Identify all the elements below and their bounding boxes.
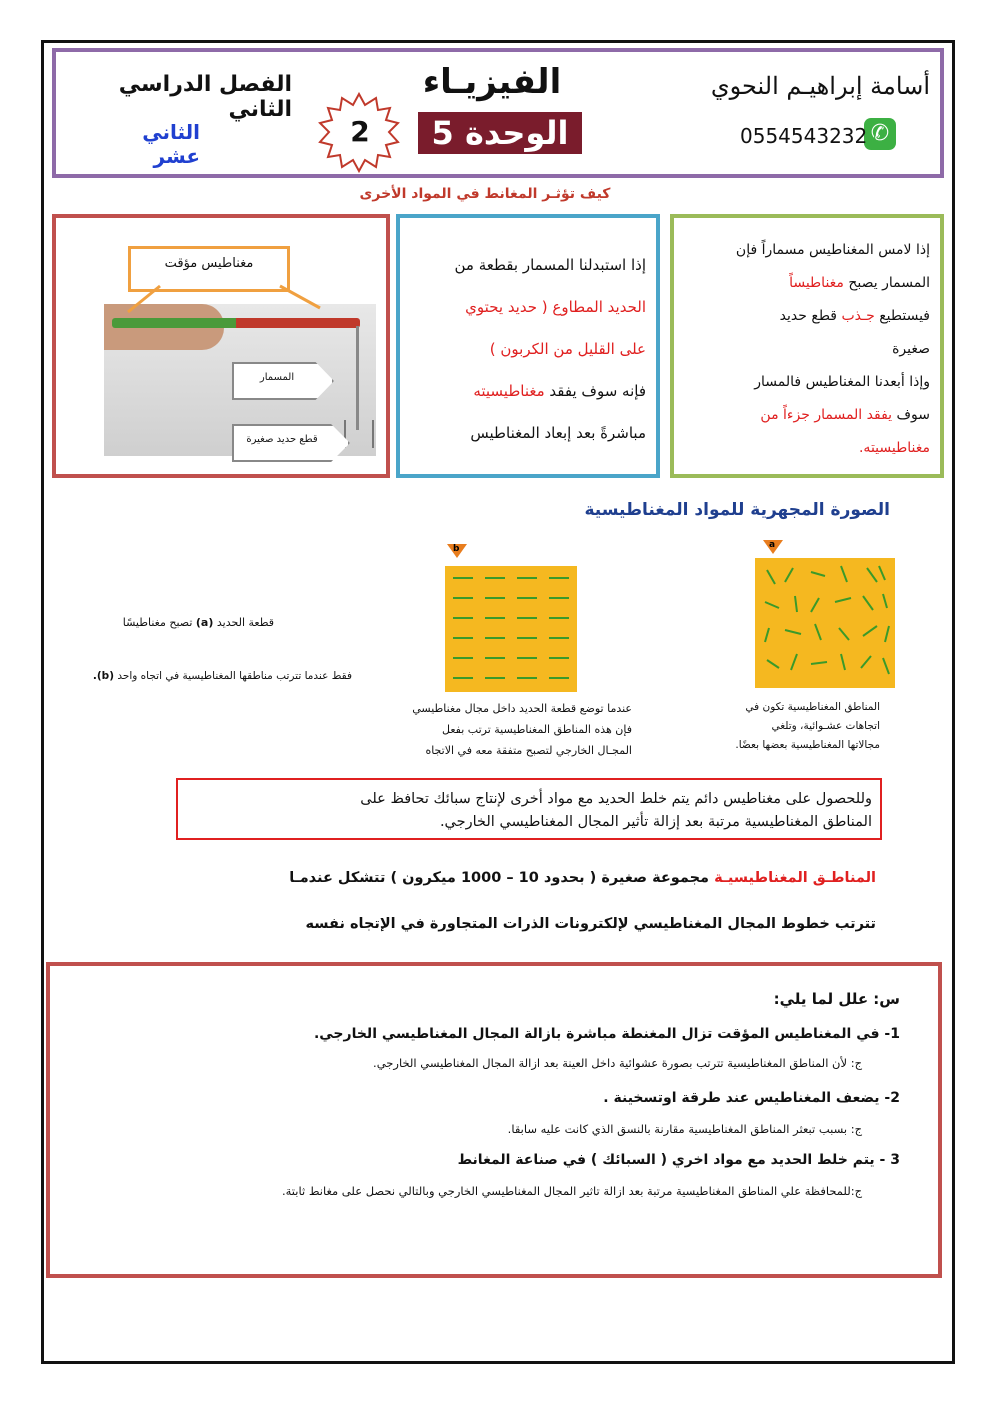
caption-a-line-1: المناطق المغناطيسية تكون في — [745, 701, 880, 713]
question-1: 1- في المغناطيس المؤقت تزال المغنطة مباشرة بازالة المجال المغناطيسي الخارجي. — [313, 1026, 900, 1042]
caption-a-line-3: مجالاتها المغناطيسية بعضها بعضًا. — [735, 739, 880, 751]
green-line-5: وإذا أبعدنا المغناطيس فالمسار — [754, 374, 930, 390]
domains-line-1-text: مجموعة صغيرة ( بحدود 10 – 1000 ميكرون ) تتشكل عندمـا — [289, 870, 715, 886]
domains-definition-line-1 — [186, 870, 876, 886]
green-line-4: صغيرة — [892, 341, 930, 357]
unit-badge: الوحدة 5 — [418, 112, 582, 154]
blue-line-3: على القليل من الكربون ) — [489, 340, 646, 358]
author-name: أسامة إبراهيـم النحوي — [710, 72, 930, 100]
green-line-6: سوف يفقد المسمار جزءاً من — [760, 407, 930, 423]
permanent-line-2: المناطق المغناطيسية مرتبة بعد إزالة تأثير المجال المغناطيسي الخارجي. — [439, 814, 872, 830]
question-3: 3 - يتم خلط الحديد مع مواد اخري ( السبائك ) في صناعة المغانط — [457, 1152, 900, 1168]
domains-random-grid — [755, 558, 895, 688]
blue-line-4: فإنه سوف يفقد مغناطيسيته — [473, 382, 646, 400]
lesson-number: 2 — [350, 115, 370, 148]
question-2: 2- يضعف المغناطيس عند طرقة اوتسخينة . — [603, 1090, 900, 1106]
grade-label: الثاني عشر — [142, 120, 200, 168]
green-line-3: فيستطيع جـذب قطع حديد — [779, 308, 930, 324]
blue-line-1: إذا استبدلنا المسمار بقطعة من — [454, 256, 646, 274]
domains-term: المناطـق المغناطيسيـة — [714, 870, 876, 886]
subject-title: الفيزيـاء — [422, 62, 562, 102]
section-title: كيف تؤثـر المغانط في المواد الأخرى — [359, 186, 611, 202]
micro-note-1: قطعة الحديد (a) تصبح مغناطيسًا — [122, 616, 274, 629]
tag-b-label: b — [453, 544, 460, 554]
tag-a-label: a — [769, 540, 776, 550]
caption-b-line-1: عندما توضع قطعة الحديد داخل مجال مغناطيسي — [412, 702, 632, 715]
box-blue-text — [410, 244, 646, 454]
green-line-7: مغناطيسيته. — [858, 440, 930, 456]
answer-1: ج: لأن المناطق المغناطيسية تترتب بصورة عشوائية داخل العينة بعد ازالة المجال المغناطيسي الخارجي. — [373, 1056, 862, 1070]
tag-a — [763, 540, 783, 554]
permanent-magnet-text — [186, 788, 872, 834]
label-arrows — [120, 284, 360, 324]
domains-definition-line-2: تترتب خطوط المجال المغناطيسي لإلكترونات الذرات المتجاورة في الإتجاه نفسه — [305, 916, 876, 932]
caption-a — [700, 698, 880, 755]
permanent-line-1: وللحصول على مغناطيس دائم يتم خلط الحديد مع مواد أخرى لإنتاج سبائك تحافظ على — [360, 791, 872, 807]
aligned-arrows — [445, 566, 577, 692]
nail-arrow-label: المسمار — [259, 372, 295, 383]
blue-line-5: مباشرةً بعد إبعاد المغناطيس — [470, 424, 646, 442]
micro-note-2: فقط عندما تترتب مناطقها المغناطيسية في اتجاه واحد (b). — [92, 670, 352, 682]
caption-b — [350, 698, 632, 761]
micro-title: الصورة المجهرية للمواد المغناطيسية — [584, 500, 890, 520]
nail-line — [356, 326, 359, 430]
green-line-2: المسمار يصبح مغناطيساً — [789, 275, 930, 291]
semester-label: الفصل الدراسي الثاني — [118, 72, 292, 122]
pieces-arrow-label: قطع حديد صغيرة — [246, 434, 318, 445]
questions-heading: س: علل لما يلي: — [773, 990, 900, 1008]
answer-3: ج:للمحافظة علي المناطق المغناطيسية مرتبة بعد ازالة تاثير المجال المغناطيسي الخارجي وبالتالي نحصل على مغانط ثابتة. — [281, 1184, 862, 1198]
caption-b-line-2: فإن هذه المناطق المغناطيسية ترتب بفعل — [442, 723, 632, 736]
answer-2: ج: بسبب تبعثر المناطق المغناطيسية مقارنة بالنسق الذي كانت عليه سابقا. — [507, 1122, 862, 1136]
phone-icon: ✆ — [864, 118, 896, 150]
caption-a-line-2: اتجاهات عشـوائية، وتلغي — [771, 720, 880, 732]
phone-number: 0554543232 — [740, 124, 868, 148]
green-line-1: إذا لامس المغناطيس مسماراً فإن — [735, 242, 930, 258]
tag-b — [447, 544, 467, 558]
caption-b-line-3: المجـال الخارجي لتصبح متفقة معه في الاتجاه — [425, 744, 632, 757]
domains-aligned-grid — [445, 566, 577, 692]
temp-magnet-label: مغناطيس مؤقت — [164, 256, 254, 271]
random-arrows — [755, 558, 895, 688]
questions-box — [46, 962, 942, 1278]
blue-line-2: الحديد المطاوع ( حديد يحتوي — [465, 298, 646, 316]
box-green-text — [686, 234, 930, 465]
